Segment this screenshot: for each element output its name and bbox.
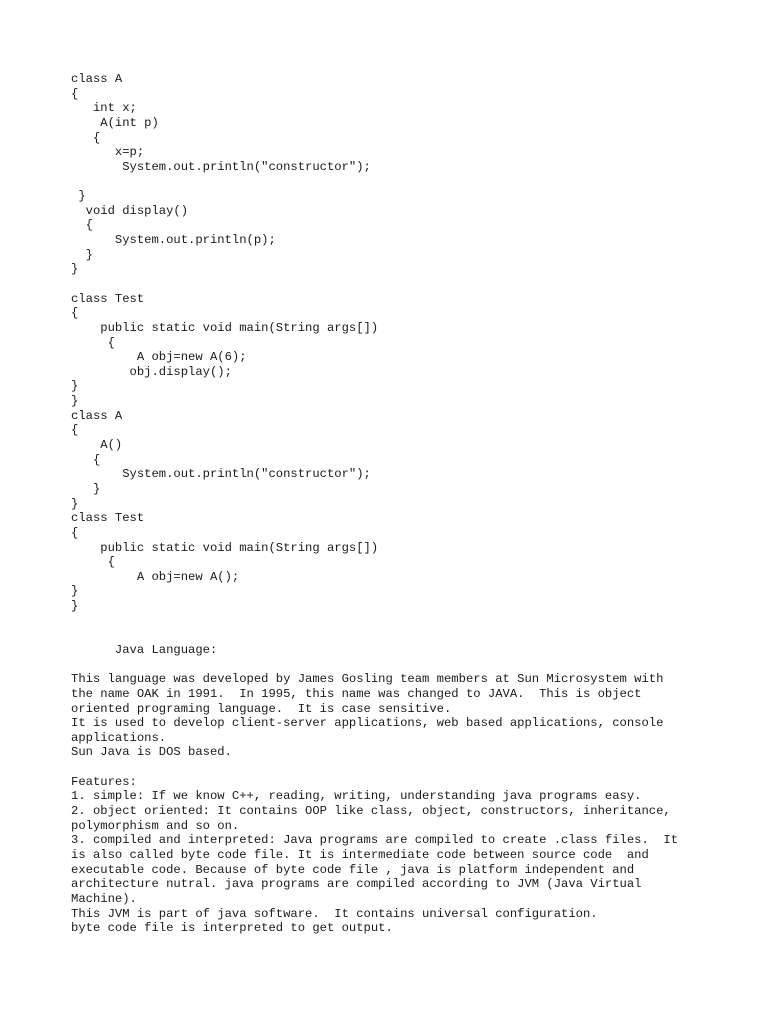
text-line: } (71, 394, 79, 409)
text-line: A obj=new A(); (71, 569, 240, 584)
text-line: byte code file is interpreted to get output. (71, 921, 393, 936)
text-line: A(int p) (71, 115, 159, 130)
text-line: is also called byte code file. It is intermediate code between source code and (71, 847, 649, 862)
text-line: This language was developed by James Gosling team members at Sun Microsystem with (71, 672, 664, 687)
text-line (71, 174, 731, 189)
text-line: obj.display(); (71, 364, 232, 379)
text-line: { (71, 130, 101, 145)
text-line (71, 658, 731, 673)
text-line: } (71, 247, 93, 262)
text-line: polymorphism and so on. (71, 818, 240, 833)
text-line: applications. (71, 730, 167, 745)
text-line: System.out.println("constructor"); (71, 467, 371, 482)
text-line: { (71, 423, 79, 438)
text-line: Features: (71, 774, 137, 789)
text-line: 2. object oriented: It contains OOP like class, object, constructors, inheritance, (71, 804, 671, 819)
text-line: the name OAK in 1991. In 1995, this name was changed to JAVA. This is object (71, 686, 642, 701)
text-line: { (71, 335, 115, 350)
text-line (71, 277, 731, 292)
text-line: { (71, 218, 93, 233)
text-line: { (71, 555, 115, 570)
text-line: } (71, 481, 101, 496)
text-line: { (71, 452, 101, 467)
text-line: class Test (71, 291, 145, 306)
text-line: System.out.println("constructor"); (71, 159, 371, 174)
text-line: 3. compiled and interpreted: Java programs are compiled to create .class files. It (71, 833, 679, 848)
text-line: A() (71, 438, 123, 453)
text-line: Machine). (71, 891, 137, 906)
text-line: class A (71, 72, 123, 86)
text-line: } (71, 599, 79, 614)
document-page (71, 72, 731, 936)
text-line: { (71, 306, 79, 321)
text-line: } (71, 496, 79, 511)
text-line: It is used to develop client-server applications, web based applications, console (71, 716, 664, 731)
text-line (71, 628, 731, 643)
text-line (71, 760, 731, 775)
text-line: 1. simple: If we know C++, reading, writing, understanding java programs easy. (71, 789, 642, 804)
text-line: architecture nutral. java programs are compiled according to JVM (Java Virtual (71, 877, 642, 892)
text-line: executable code. Because of byte code file , java is platform independent and (71, 862, 635, 877)
text-line: public static void main(String args[]) (71, 540, 379, 555)
text-line: } (71, 262, 79, 277)
text-line: Java Language: (71, 642, 218, 657)
text-line (71, 614, 731, 629)
text-line: oriented programing language. It is case sensitive. (71, 701, 452, 716)
text-line: } (71, 379, 79, 394)
text-line: int x; (71, 101, 137, 116)
text-line: Sun Java is DOS based. (71, 745, 232, 760)
text-line: { (71, 86, 79, 101)
text-line: x=p; (71, 145, 145, 160)
text-line: class Test (71, 511, 145, 526)
text-line: class A (71, 408, 123, 423)
text-line: void display() (71, 203, 189, 218)
text-line: System.out.println(p); (71, 233, 276, 248)
text-line: } (71, 189, 86, 204)
text-line: { (71, 525, 79, 540)
text-line: This JVM is part of java software. It contains universal configuration. (71, 906, 598, 921)
text-line: } (71, 584, 79, 599)
text-line: public static void main(String args[]) (71, 320, 379, 335)
text-line: A obj=new A(6); (71, 350, 247, 365)
